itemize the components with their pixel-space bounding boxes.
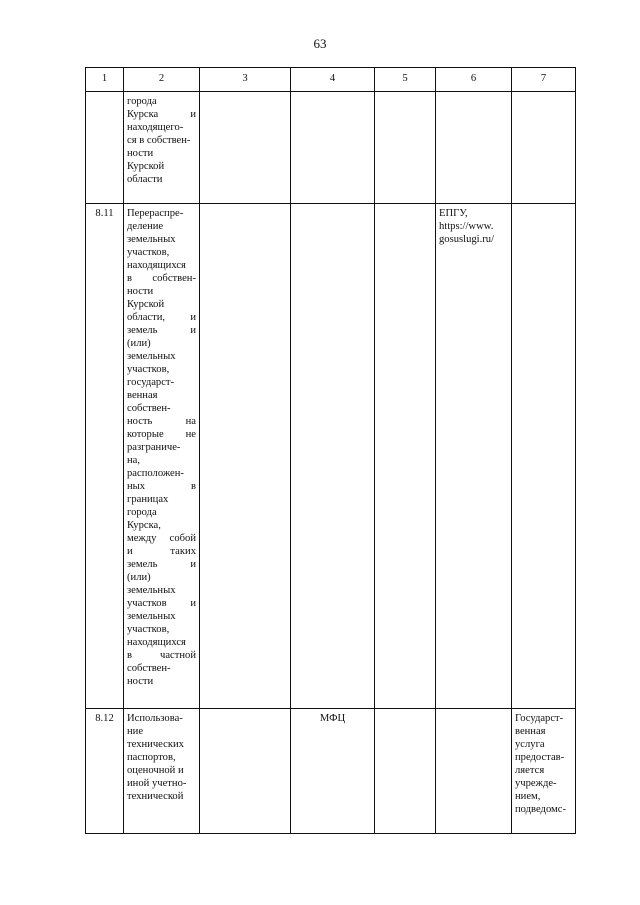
cell-text-line: земельных	[127, 585, 176, 596]
table-cell-col3	[200, 204, 291, 709]
cell-text-line: расположен-	[127, 468, 184, 479]
cell-text-line: оценочной и	[127, 765, 184, 776]
cell-text-line: города	[127, 507, 157, 518]
cell-text-line: ности	[127, 676, 154, 687]
table-cell-col5	[375, 204, 436, 709]
page-number: 63	[313, 36, 327, 51]
cell-text-line: собствен-	[127, 663, 171, 674]
cell-text-line: земель и	[127, 325, 196, 336]
cell-text-line: ности	[127, 148, 154, 159]
column-header: 4	[291, 68, 375, 92]
cell-text-line: в собствен-	[127, 273, 196, 284]
column-header: 7	[512, 68, 576, 92]
table-cell-col5	[375, 709, 436, 834]
cell-text-line: участков,	[127, 364, 170, 375]
cell-text-line: на,	[127, 455, 141, 466]
table-row	[86, 92, 576, 204]
cell-text-line: паспортов,	[127, 752, 176, 763]
cell-text-line: Государст-	[515, 713, 564, 724]
table-cell-col4: МФЦ	[291, 709, 375, 834]
cell-text-line: ность на	[127, 416, 196, 427]
table-cell-col2	[124, 709, 200, 834]
table-row	[86, 709, 576, 834]
cell-text-line: учрежде-	[515, 778, 557, 789]
table-cell-col4	[291, 204, 375, 709]
cell-text-line: границах	[127, 494, 169, 505]
cell-text-line: (или)	[127, 338, 151, 349]
table-cell-col7	[512, 204, 576, 709]
table-row	[86, 204, 576, 709]
cell-text-line: технической	[127, 791, 184, 802]
cell-text-line: земельных	[127, 234, 176, 245]
cell-text-line: венная	[515, 726, 546, 737]
cell-text-line: земель и	[127, 559, 196, 570]
column-header: 3	[200, 68, 291, 92]
cell-text-line: в частной	[127, 650, 196, 661]
cell-text-line: ляется	[515, 765, 545, 776]
cell-text-line: города	[127, 96, 157, 107]
cell-text-line: Курской	[127, 161, 165, 172]
cell-text-line: Курска,	[127, 520, 161, 531]
cell-text-line: ЕПГУ,	[439, 208, 468, 219]
cell-text-line: которые не	[127, 429, 196, 440]
table-cell-col1: 8.12	[86, 709, 124, 834]
cell-text-line: разграниче-	[127, 442, 181, 453]
cell-text-line: участков,	[127, 247, 170, 258]
table-cell-col7	[512, 92, 576, 204]
cell-text-line: (или)	[127, 572, 151, 583]
table-cell-col2	[124, 204, 200, 709]
cell-text-line: венная	[127, 390, 158, 401]
services-table	[85, 67, 576, 834]
cell-text-line: Использова-	[127, 713, 183, 724]
cell-text-line: земельных	[127, 611, 176, 622]
cell-text-line: ности	[127, 286, 154, 297]
column-header: 1	[86, 68, 124, 92]
table-cell-col4	[291, 92, 375, 204]
cell-text-line: и таких	[127, 546, 196, 557]
cell-text-line: нием,	[515, 791, 541, 802]
cell-text-line: gosuslugi.ru/	[439, 234, 495, 245]
column-header: 5	[375, 68, 436, 92]
cell-text-line: находящихся	[127, 637, 186, 648]
cell-text-line: находящего-	[127, 122, 184, 133]
cell-text-line: деление	[127, 221, 164, 232]
table-cell-col3	[200, 92, 291, 204]
cell-text-line: ных в	[127, 481, 196, 492]
column-header: 2	[124, 68, 200, 92]
header-row	[86, 68, 576, 92]
table-cell-col7	[512, 709, 576, 834]
cell-text-line: участков и	[127, 598, 196, 609]
table-cell-col1: 8.11	[86, 204, 124, 709]
cell-text-line: ние	[127, 726, 144, 737]
table-cell-col3	[200, 709, 291, 834]
cell-text-line: участков,	[127, 624, 170, 635]
cell-text-line: Курской	[127, 299, 165, 310]
table-cell-col6	[436, 709, 512, 834]
table-cell-col2	[124, 92, 200, 204]
cell-text-line: Курска и	[127, 109, 196, 120]
cell-text-line: находящихся	[127, 260, 186, 271]
table-cell-col6	[436, 92, 512, 204]
cell-text-line: предостав-	[515, 752, 565, 763]
cell-text-line: области	[127, 174, 163, 185]
table-cell-col1	[86, 92, 124, 204]
cell-text-line: технических	[127, 739, 184, 750]
table-cell-col5	[375, 92, 436, 204]
cell-text-line: Перераспре-	[127, 208, 184, 219]
column-header: 6	[436, 68, 512, 92]
cell-text-line: собствен-	[127, 403, 171, 414]
table-cell-col6	[436, 204, 512, 709]
cell-text-line: подведомс-	[515, 804, 566, 815]
cell-text-line: государст-	[127, 377, 175, 388]
cell-text-line: земельных	[127, 351, 176, 362]
cell-text-line: ся в собствен-	[127, 135, 191, 146]
cell-text-line: услуга	[515, 739, 545, 750]
cell-text-line: между собой	[127, 533, 196, 544]
cell-text-line: иной учетно-	[127, 778, 187, 789]
cell-text-line: области, и	[127, 312, 196, 323]
cell-text-line: https://www.	[439, 221, 494, 232]
